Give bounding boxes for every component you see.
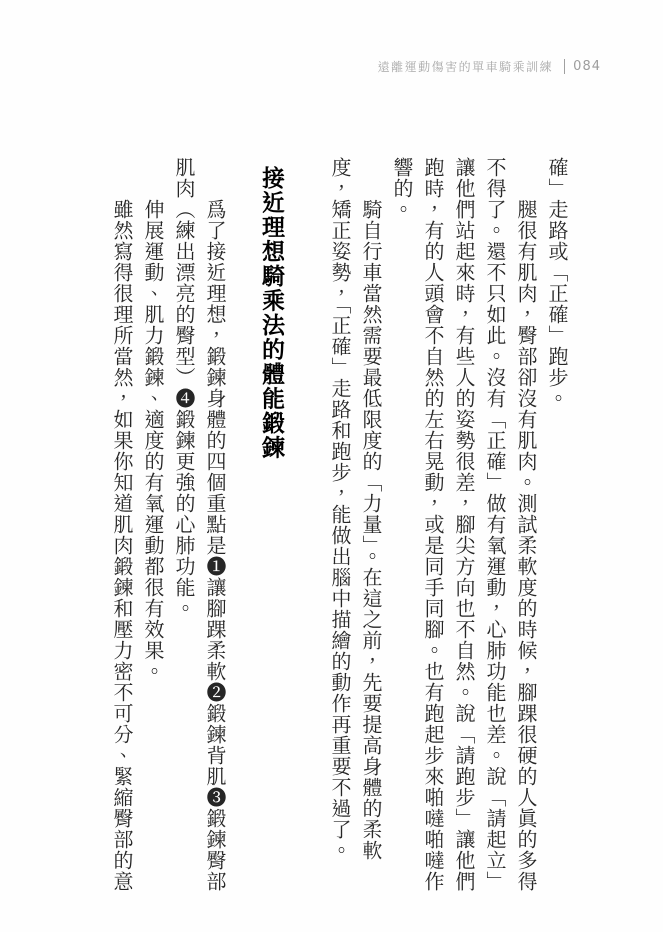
page-body bbox=[106, 157, 572, 894]
paragraph: 伸展運動、肌力鍛鍊、適度的有氧運動都很有效果。 bbox=[141, 199, 165, 682]
paragraph: 確」走路或「正確」跑步。 bbox=[545, 157, 569, 409]
paragraph: 騎自行車當然需要最低限度的「力量」。在這之前，先要提高身體的柔軟度，矯正姿勢，「正確」走路和跑步，能做出腦中描繪的動作再重要不過了。 bbox=[328, 157, 383, 861]
page-header bbox=[378, 58, 601, 75]
paragraph: 腿很有肌肉，臀部卻沒有肌肉。測試柔軟度的時候，腳踝很硬的人眞的多得不得了。還不只如此。沒有「正確」做有氧運動，心肺功能也差。說「請起立」讓他們站起來時，有些人的姿勢很差，腳尖方向也不自然。說「請跑步」讓他們跑時，有的人頭會不自然的左右晃動，或是同手同腳。也有跑起步來啪噠啪噠作響的。 bbox=[390, 157, 538, 892]
paragraph: 爲了接近理想，鍛鍊身體的四個重點是❶讓腳踝柔軟❷鍛鍊背肌❸鍛鍊臀部肌肉（練出漂亮的臀型）❹鍛鍊更強的心肺功能。 bbox=[172, 157, 227, 892]
header-divider bbox=[564, 59, 565, 74]
running-title: 遠離運動傷害的單車騎乘訓練 bbox=[377, 60, 554, 74]
section-heading: 接近理想騎乘法的體能鍛鍊 bbox=[258, 166, 285, 460]
page-number: 084 bbox=[573, 59, 601, 74]
paragraph: 雖然寫得很理所當然，如果你知道肌肉鍛鍊和壓力密不可分、緊縮臀部的意 bbox=[110, 199, 134, 892]
